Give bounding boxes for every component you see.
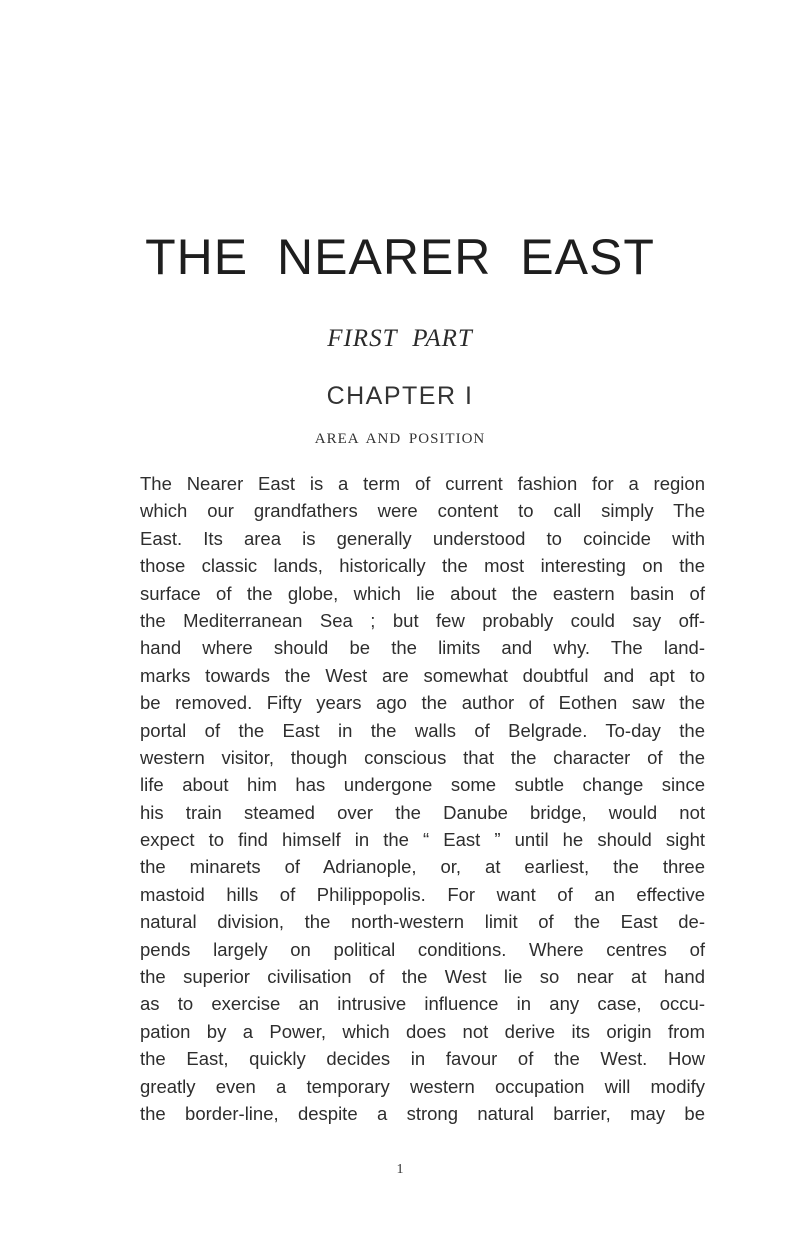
paragraph-line: hand where should be the limits and why. The land- <box>140 637 705 659</box>
paragraph-line: marks towards the West are somewhat doubtful and apt to <box>140 664 705 686</box>
paragraph-line: natural division, the north-western limit of the East de- <box>140 911 705 933</box>
page-number: 1 <box>396 1162 404 1177</box>
paragraph-line: the minarets of Adrianople, or, at earliest, the three <box>140 856 705 878</box>
paragraph-line: western visitor, though conscious that the character of the <box>140 746 705 768</box>
paragraph-line: portal of the East in the walls of Belgrade. To-day the <box>140 719 705 741</box>
paragraph-line: life about him has undergone some subtle change since <box>140 774 705 796</box>
paragraph-line: The Nearer East is a term of current fashion for a region <box>140 473 705 494</box>
body-paragraph <box>140 470 705 1127</box>
paragraph-line: surface of the globe, which lie about the eastern basin of <box>140 582 705 604</box>
paragraph-line: be removed. Fifty years ago the author of Eothen saw the <box>140 692 705 714</box>
paragraph-line: greatly even a temporary western occupation will modify <box>140 1075 705 1097</box>
paragraph-line: those classic lands, historically the most interesting on the <box>140 555 705 577</box>
paragraph-line: mastoid hills of Philippopolis. For want of an effective <box>140 883 705 905</box>
paragraph-line: the East, quickly decides in favour of the West. How <box>140 1048 705 1070</box>
paragraph-line: pation by a Power, which does not derive its origin from <box>140 1020 705 1042</box>
paragraph-line: the superior civilisation of the West lie so near at hand <box>140 966 705 988</box>
part-title: FIRST PART <box>327 325 473 352</box>
paragraph-line: pends largely on political conditions. Where centres of <box>140 938 705 960</box>
book-title: THE NEARER EAST <box>145 229 655 285</box>
paragraph-line: which our grandfathers were content to call simply The <box>140 500 705 522</box>
chapter-subtitle: AREA AND POSITION <box>314 431 486 447</box>
paragraph-line: his train steamed over the Danube bridge, would not <box>140 801 705 823</box>
chapter-heading: CHAPTER I <box>326 382 474 410</box>
paragraph-line: the border-line, despite a strong natural barrier, may be <box>140 1102 705 1124</box>
paragraph-line: as to exercise an intrusive influence in any case, occu- <box>140 993 705 1015</box>
paragraph-line: expect to find himself in the “ East ” until he should sight <box>140 829 705 851</box>
paragraph-line: East. Its area is generally understood to coincide with <box>140 527 705 549</box>
paragraph-line: the Mediterranean Sea ; but few probably could say off- <box>140 609 705 631</box>
